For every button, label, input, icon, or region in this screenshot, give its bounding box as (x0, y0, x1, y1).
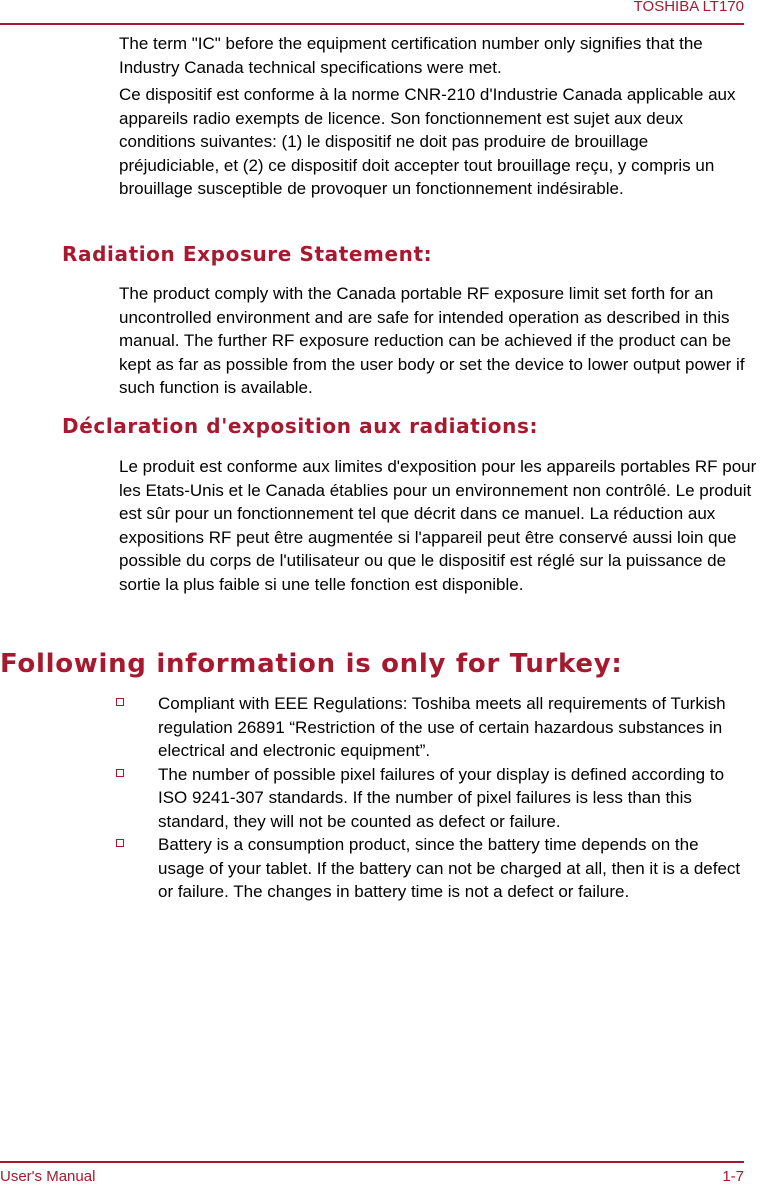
list-item (0, 833, 748, 904)
ic-term-paragraph: The term "IC" before the equipment certification number only signifies that the Industry Canada technical specifications were met. (119, 34, 703, 77)
radiation-exposure-french-paragraph: Le produit est conforme aux limites d'exposition pour les appareils portables RF pour les Etats-Unis et le Canada établies pour un environnement non contrôlé. Le produit est sûr pour un fonctionnement tel que décrit dans ce manuel. La réduction aux expositions RF peut être augmentée si l'appareil peut être conservé aussi loin que possible du corps de l'utilisateur ou que le dispositif est réglé sur la puissance de sortie la plus faible si une telle fonction est disponible. (119, 457, 757, 594)
cnr-french-paragraph: Ce dispositif est conforme à la norme CNR-210 d'Industrie Canada applicable aux appareils radio exempts de licence. Son fonctionnement est sujet aux deux conditions suivantes: (1) le dispositif ne doit pas produire de brouillage préjudiciable, et (2) ce dispositif doit accepter tout brouillage reçu, y compris un brouillage susceptible de provoquer un fonctionnement indésirable. (119, 85, 736, 198)
turkey-bullet-list (0, 692, 748, 904)
bullet-text: Compliant with EEE Regulations: Toshiba meets all requirements of Turkish regulation 26891 “Restriction of the use of certain hazardous substances in electrical and electronic equipment”. (158, 694, 726, 760)
header-product-title: TOSHIBA LT170 (633, 0, 744, 15)
list-item (0, 692, 748, 763)
bullet-text: Battery is a consumption product, since the battery time depends on the usage of your tablet. If the battery can not be charged at all, then it is a defect or failure. The changes in battery time is not a defect or failure. (158, 835, 741, 901)
square-bullet-icon (116, 769, 124, 777)
square-bullet-icon (116, 839, 124, 847)
square-bullet-icon (116, 698, 124, 706)
bullet-text: The number of possible pixel failures of your display is defined according to ISO 9241-307 standards. If the number of pixel failures is less than this standard, they will not be counted as defect or failure. (158, 764, 725, 831)
footer-page-number: 1-7 (722, 1168, 744, 1185)
header-divider (0, 23, 744, 25)
turkey-section-heading: Following information is only for Turkey: (0, 649, 623, 679)
footer-divider (0, 1161, 744, 1163)
radiation-exposure-heading: Radiation Exposure Statement: (62, 242, 433, 266)
footer-manual-title: User's Manual (0, 1168, 96, 1185)
radiation-exposure-paragraph: The product comply with the Canada portable RF exposure limit set forth for an uncontrolled environment and are safe for intended operation as described in this manual. The further RF exposure reduction can be achieved if the product can be kept as far as possible from the user body or set the device to lower output power if such function is available. (119, 284, 745, 397)
list-item (0, 763, 748, 834)
radiation-exposure-french-heading: Déclaration d'exposition aux radiations: (62, 414, 539, 438)
